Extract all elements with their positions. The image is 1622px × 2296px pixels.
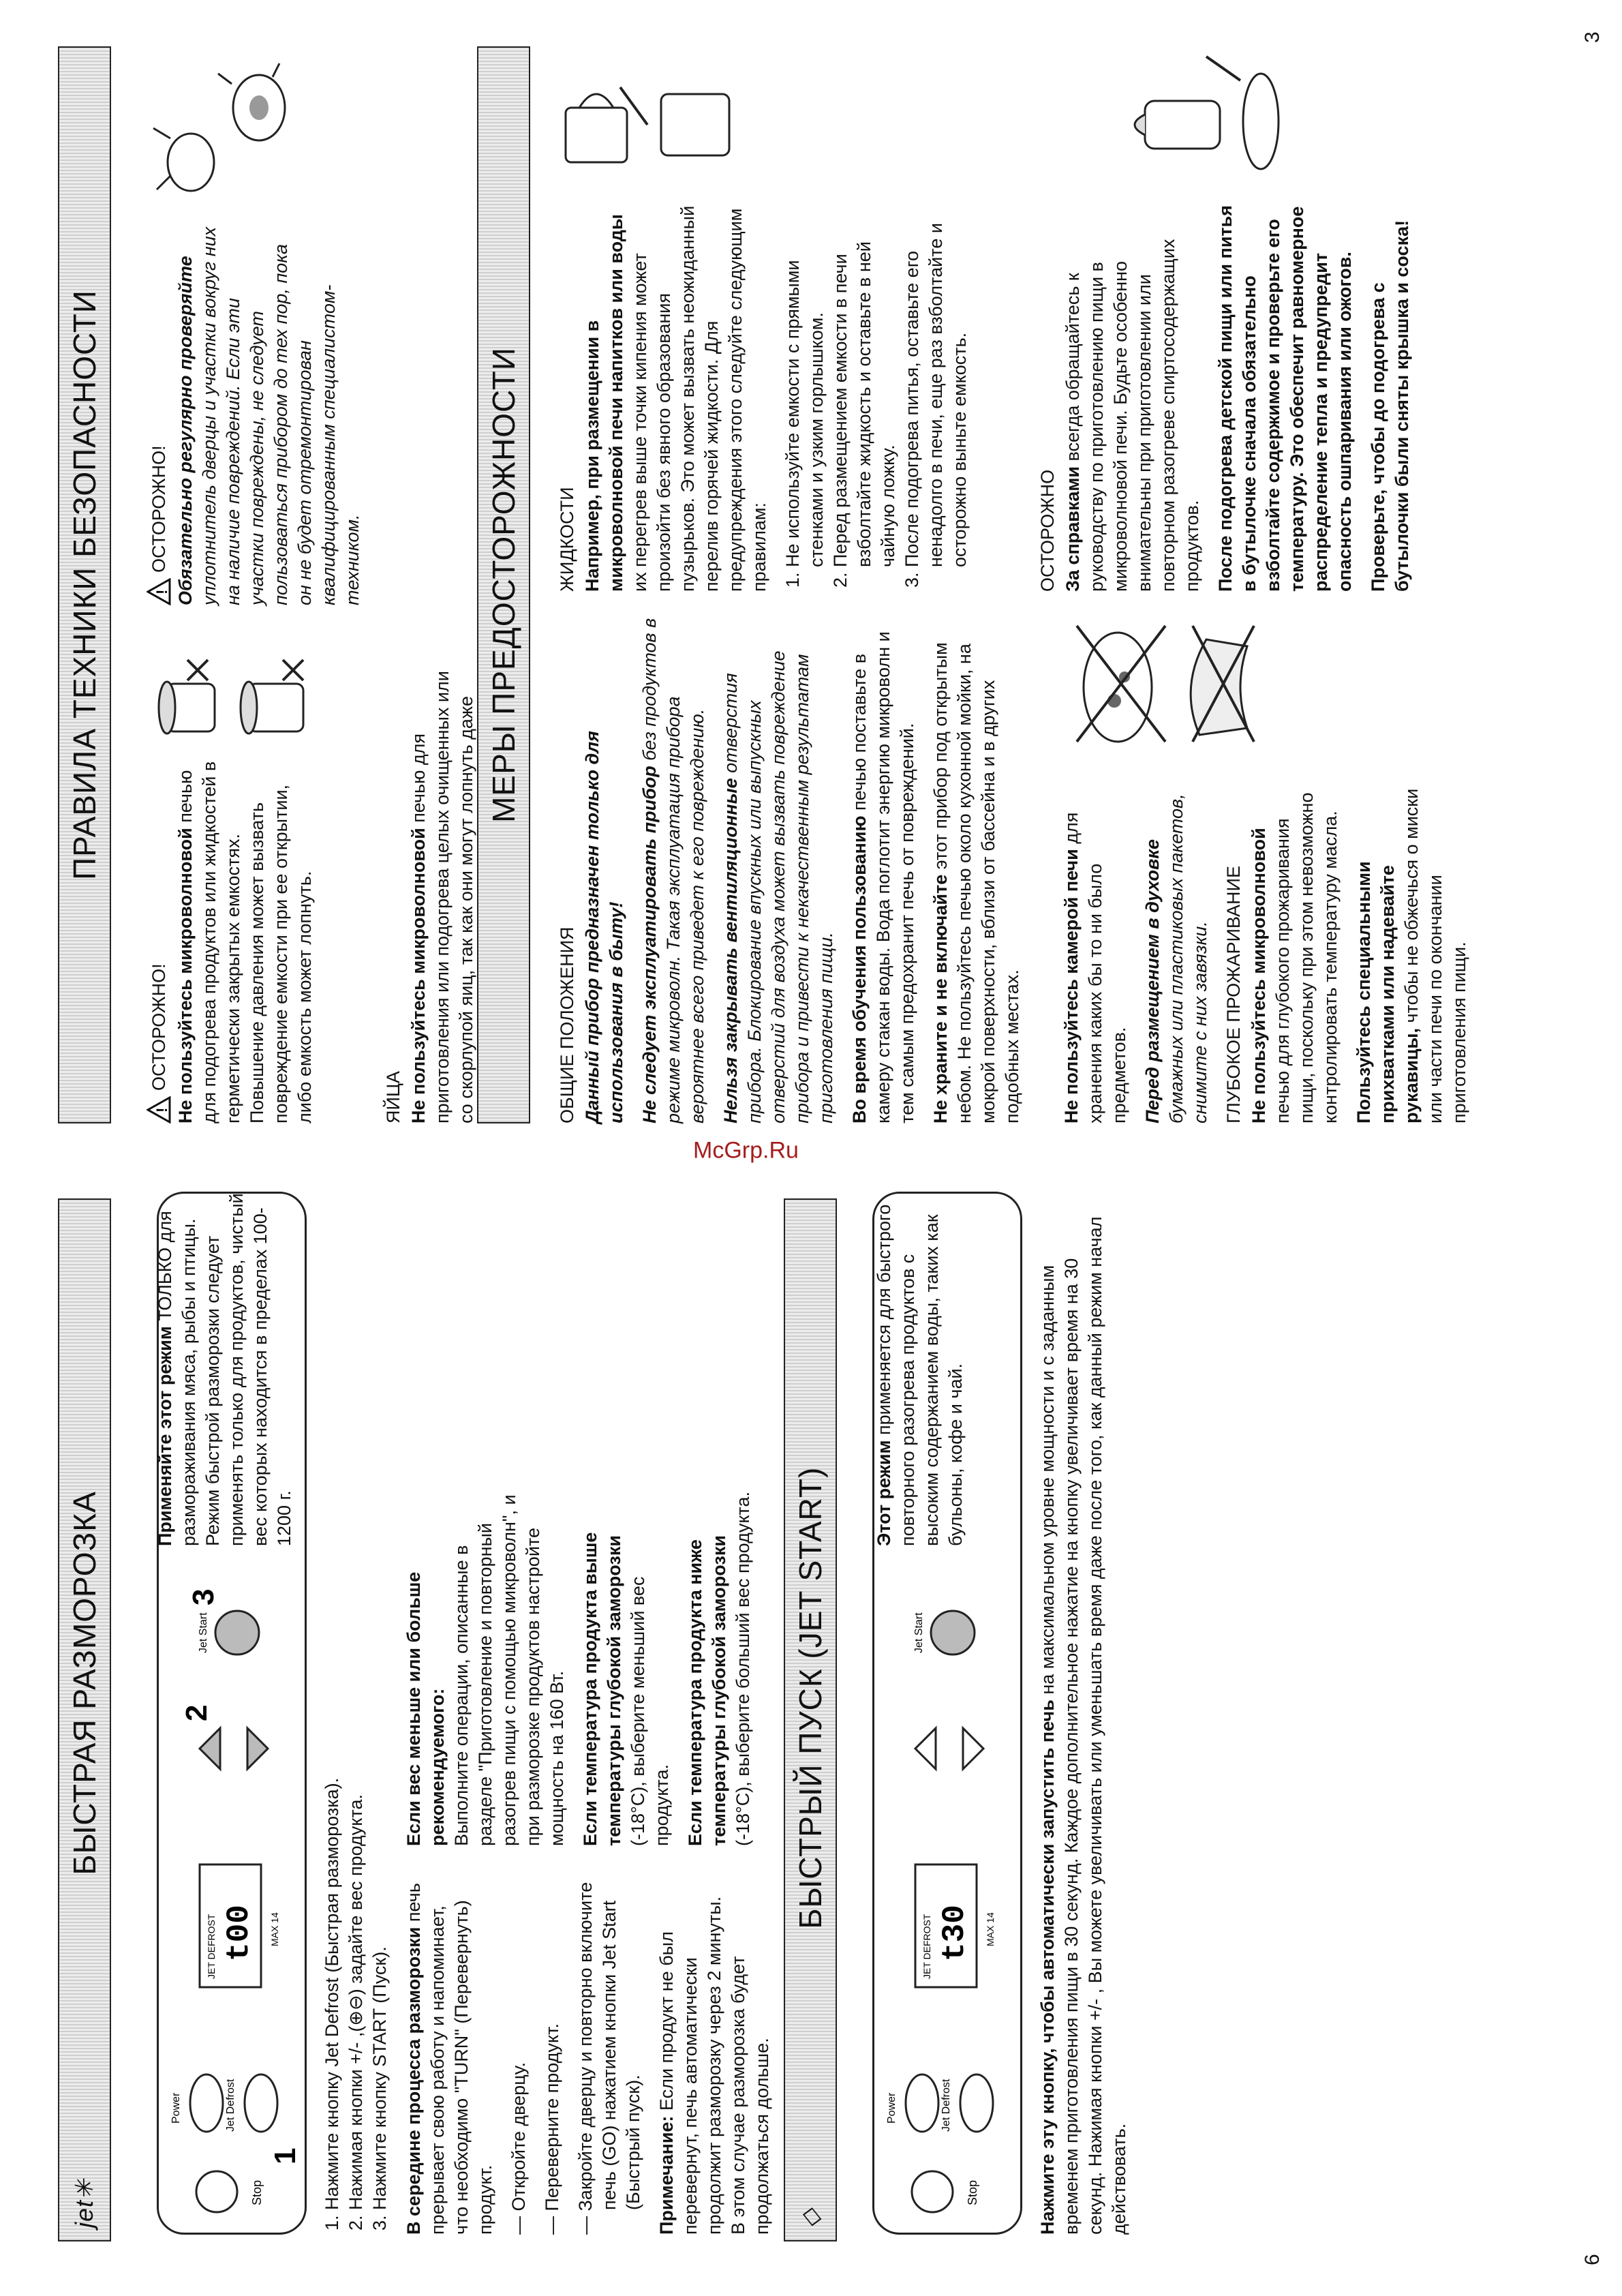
- jetstart-description: Нажмите эту кнопку, чтобы автоматически запустить печь на максимальном уровне мощности и с заданным временем приготовления пищи в 30 секунд. Каждое дополнительное нажатие на кнопку увеличивает время на 30 секунд. Нажимая кнопки +/- , Вы можете увеличивать или уменьшать время даже после того, как данный режим начал действовать.: [1037, 1216, 1129, 2235]
- eggs-section: ЯЙЦА Не пользуйтесь микроволновой печью для приготовления или подогрева целых очищенных или со скорлупой яиц, так как они могут лопнуть даже: [382, 646, 512, 1123]
- general-title: ОБЩИЕ ПОЛОЖЕНИЯ: [557, 926, 577, 1123]
- jet-defrost-button[interactable]: [245, 2074, 277, 2132]
- precautions-header: МЕРЫ ПРЕДОСТОРОЖНОСТИ: [477, 46, 530, 1123]
- liquids-step: 3. После подогрева питья, оставьте его ненадолго в печи, еще раз взболтайте и осторожно выньте емкость.: [900, 196, 972, 567]
- defrost-left-column: В середине процесса разморозки печь прерывает свою работу и напоминает, что необходимо "TURN" (Перевернуть) продукт. — Откройте дверцу. — Переверните продукт. — Закройте дверцу и повторно включите печь (GO) нажатием кнопки Jet Start (Быстрый пуск). Примечание: Если продукт не был перевернут, печь автоматически продолжит разморозку через 2 минуты. В этом случае разморозка будет продолжаться дольше.: [403, 1882, 772, 2235]
- safety-header: ПРАВИЛА ТЕХНИКИ БЕЗОПАСНОСТИ: [58, 46, 111, 1123]
- baby-bottle-illustration: [1124, 46, 1302, 190]
- power-label: Power: [170, 2092, 182, 2124]
- cavity-section: Не пользуйтесь камерой печи для хранения каких бы то ни было предметов. Перед размещением в духовке бумажных или пластиковых пакетов, снимите с них завязки. ГЛУБОКОЕ ПРОЖАРИВАНИЕ Не пользуйтесь микроволновой печью для глубокого прожаривания пищи, поскольку при этом невозможно контролировать температуру масла. Пользуйтесь специальными прихватками или надевайте рукавицы, чтобы не обжечься о миски или части печи по окончании приготовления пищи.: [1060, 776, 1481, 1123]
- safety-warning-2: ! ОСТОРОЖНО! Обязательно регулярно проверяйте уплотнитель дверцы и участки вокруг них на наличие повреждений. Если эти участки повреждены, не следует пользоваться прибором до тех пор, пока он не будет отремонтирован квалифицированным специалистом-техником.: [147, 224, 374, 605]
- defrost-step: 3. Нажмите кнопку START (Пуск).: [368, 1198, 392, 2210]
- svg-text:!: !: [153, 1107, 170, 1113]
- deepfry-title: ГЛУБОКОЕ ПРОЖАРИВАНИЕ: [1223, 866, 1244, 1123]
- minus-button[interactable]: [247, 1728, 268, 1769]
- display-label: JET DEFROST: [206, 1914, 217, 1979]
- defrost-steps: [320, 1198, 401, 2235]
- defrost-title: БЫСТРАЯ РАЗМОРОЗКА: [67, 1491, 102, 1875]
- warning-icon: [147, 1096, 171, 1123]
- stop-label: Stop: [250, 2179, 264, 2205]
- stop-label: Stop: [966, 2179, 979, 2205]
- defrost-step: 1. Нажмите кнопку Jet Defrost (Быстрая разморозка).: [320, 1198, 344, 2210]
- eggs-title: ЯЙЦА: [383, 1071, 403, 1123]
- page-number-left: 6: [1581, 2254, 1604, 2265]
- defrost-intro: Применяйте этот режим ТОЛЬКО для размораживания мяса, рыбы и птицы. Режим быстрой разморозки следует применять только для продуктов, чистый вес которых находится в пределах 100-1200 г.: [155, 1193, 294, 1546]
- warning-icon: [147, 578, 171, 605]
- jetstart-intro: Этот режим применяется для быстрого повторного разогрева продуктов с высоким содержанием воды, таких как бульоны, кофе и чай.: [874, 1204, 966, 1546]
- defrost-header: [58, 1198, 111, 2241]
- jet-logo: jet✳: [70, 2178, 98, 2228]
- closed-jars-illustration: [147, 653, 337, 749]
- liquids-section: ЖИДКОСТИ Например, при размещении в микроволновой печи напитков или воды их перегрев выше точки кипения может произойти без явного образования пузырьков. Это может вызвать неожиданный перелив горячей жидкости. Для предупреждения этого следуйте следующим правилам: 1. Не используйте емкости с прямыми стенками и узким горлышком. 2. Перед размещением емкости в печи взболтайте жидкость и оставьте в ней чайную ложку. 3. После подогрева питья, оставьте его ненадолго в печи, еще раз взболтайте и осторожно выньте емкость.: [555, 196, 981, 592]
- display-value: t00: [221, 1905, 257, 1961]
- liquids-step: 2. Перед размещением емкости в печи взболтайте жидкость и оставьте в ней чайную ложку.: [829, 196, 900, 567]
- power-button[interactable]: [906, 2074, 938, 2132]
- stop-button[interactable]: [196, 2171, 237, 2212]
- plus-button[interactable]: [200, 1728, 220, 1769]
- liquids-title: ЖИДКОСТИ: [557, 487, 577, 592]
- caution-section: ОСТОРОЖНО За справками всегда обращайтесь к руководству по приготовлению пищи в микроволновой печи. Будьте особенно внимательны при приготовлении или повторном разогреве спиртосодержащих продуктов. После подогрева детской пищи или питья в бутылочке сначала обязательно взболтайте содержимое и проверьте его температуру. Это обеспечит равномерное распределение тепла и предупредит опасность ошпаривания или ожогов. Проверьте, чтобы до подогрева с бутылочки были сняты крышка и соска!: [1036, 196, 1424, 592]
- max-label: MAX 14: [985, 1912, 996, 1946]
- general-section: ОБЩИЕ ПОЛОЖЕНИЯ Данный прибор предназначен только для использования в быту! Не следует эксплуатировать прибор без продуктов в режиме микроволн. Такая эксплуатация прибора вероятнее всего приведет к его повреждению. Нельзя закрывать вентиляционные отверстия прибора. Блокирование впускных или выпускных отверстий для воздуха может вызвать повреждение прибора и привести к некачественным результатам приготовления пищи. Во время обучения пользованию печью поставьте в камеру стакан воды. Вода поглотит энергию микроволн и тем самым предохранит печь от повреждений. Не храните и не включайте этот прибор под открытым небом. Не пользуйтесь печью около кухонной мойки, на мокрой поверхности, вблизи от бассейна и в других подобных местах.: [555, 599, 1034, 1123]
- step-3-marker: 3: [187, 1588, 220, 1605]
- liquids-step: 1. Не используйте емкости с прямыми стенками и узким горлышком.: [781, 196, 829, 567]
- safety-warning-1: ! ОСТОРОЖНО! Не пользуйтесь микроволновой печью для подогрева продуктов или жидкостей в герметически закрытых емкостях. Повышение давления может вызвать повреждение емкости при ее открытии, либо емкость может лопнуть.: [147, 755, 326, 1123]
- exploding-eggs-illustration: [143, 53, 320, 210]
- plus-button[interactable]: [915, 1728, 936, 1769]
- minus-button[interactable]: [963, 1728, 983, 1769]
- jet-start-label: Jet Start: [198, 1612, 209, 1653]
- jet-start-icon: ◇: [796, 2208, 824, 2228]
- page-number-right: 3: [1581, 31, 1604, 43]
- jet-start-button[interactable]: [931, 1611, 975, 1655]
- jetstart-title: БЫСТРЫЙ ПУСК (JET START): [793, 1466, 828, 1929]
- caution-title: ОСТОРОЖНО: [1037, 469, 1058, 592]
- snowflake-icon: ✳: [70, 2178, 98, 2200]
- defrost-middle-column: Если вес меньше или больше рекомендуемого: Выполните операции, описанные в разделе "Приготовление и повторный разогрев пищи с помощью микроволн", и при разморозке продуктов настройте мощность на 160 Вт. Если температура продукта выше температуры глубокой заморозки (-18°C), выберите меньший вес продукта. Если температура продукта ниже температуры глубокой заморозки (-18°C), выберите больший вес продукта.: [403, 1491, 753, 1846]
- power-label: Power: [886, 2092, 898, 2124]
- display-label: JET DEFROST: [921, 1914, 932, 1979]
- step-1-marker: 1: [269, 2147, 302, 2164]
- step-2-marker: 2: [180, 1704, 213, 1721]
- jet-defrost-label: Jet Defrost: [940, 2079, 952, 2132]
- max-label: MAX 14: [269, 1912, 280, 1946]
- warning-title: ОСТОРОЖНО!: [148, 963, 169, 1091]
- stop-button[interactable]: [912, 2171, 953, 2212]
- jet-defrost-button[interactable]: [960, 2074, 993, 2132]
- defrost-step: 2. Нажимая кнопки +/- ,(⊕⊖) задайте вес продукта.: [344, 1198, 368, 2210]
- cups-illustration: [545, 46, 750, 190]
- storage-bag-illustration: [1063, 605, 1261, 762]
- power-button[interactable]: [190, 2074, 223, 2132]
- jet-start-button[interactable]: [215, 1611, 259, 1655]
- jetstart-header: [784, 1198, 837, 2241]
- jet-defrost-label: Jet Defrost: [225, 2079, 236, 2132]
- display-value: t30: [937, 1905, 973, 1961]
- bottle-warning: Проверьте, чтобы до подогрева с бутылочки были сняты крышка и соска!: [1368, 220, 1412, 592]
- svg-text:!: !: [153, 589, 170, 594]
- watermark: McGrp.Ru: [693, 1137, 799, 1164]
- warning-title: ОСТОРОЖНО!: [148, 445, 169, 573]
- baby-food-warning: После подогрева детской пищи или питья в бутылочке сначала обязательно взболтайте содержимое и проверьте его температуру. Это обеспечит равномерное распределение тепла и предупредит опасность ошпаривания или ожогов.: [1215, 205, 1355, 592]
- jet-start-label: Jet Start: [913, 1612, 925, 1653]
